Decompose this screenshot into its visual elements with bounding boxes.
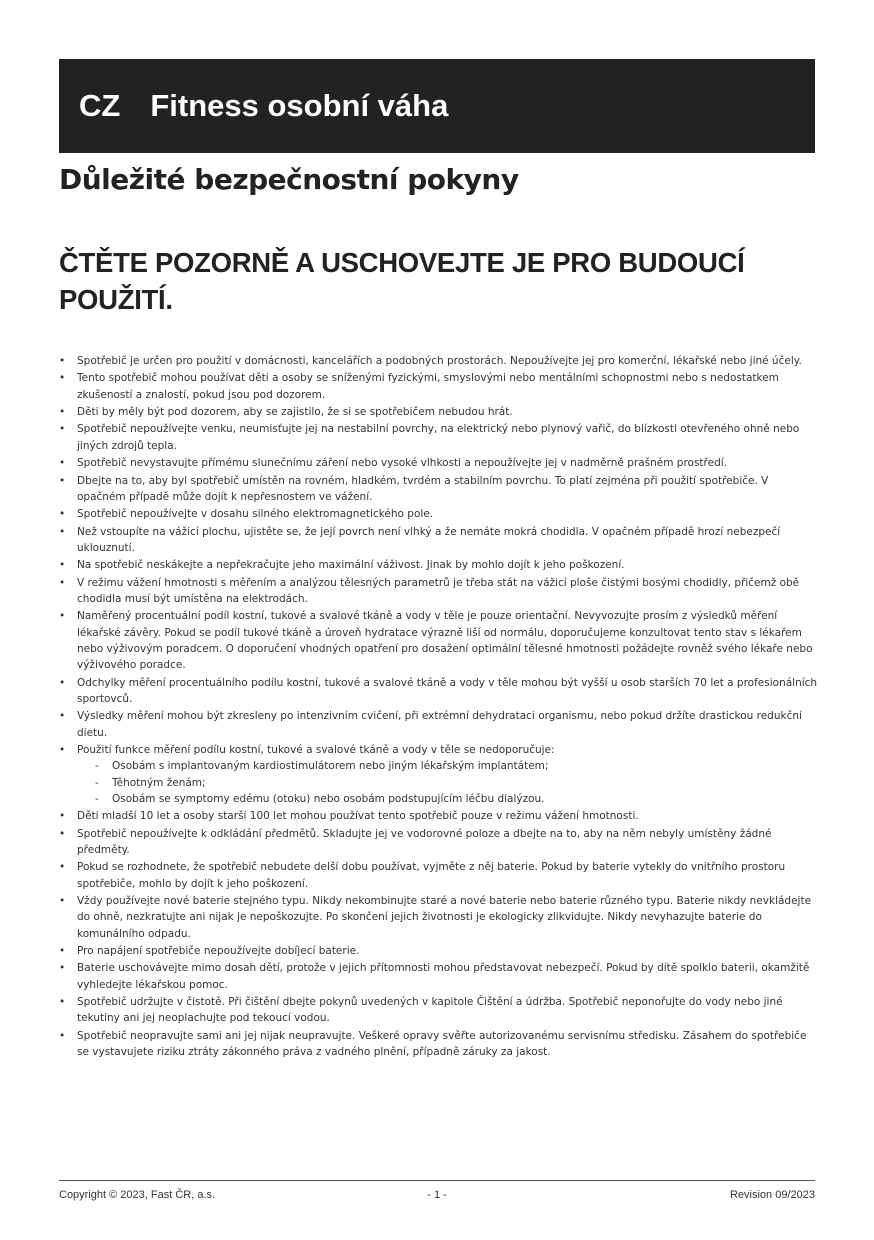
list-item: [59, 1028, 819, 1061]
footer-copyright: Copyright © 2023, Fast ČR, a.s.: [59, 1189, 216, 1201]
contraindications-sublist: [77, 758, 819, 807]
language-code: CZ: [79, 88, 121, 123]
list-item: [59, 524, 819, 557]
list-item: [59, 893, 819, 942]
bullet-icon: •: [59, 576, 66, 589]
list-item-text: Odchylky měření procentuálního podílu kostní, tukové a svalové tkáně a vody v těle mohou být vyšší u osob starších 70 let a profesionálních sportovců.: [77, 676, 818, 705]
list-item: [59, 608, 819, 673]
list-item: [59, 575, 819, 608]
bullet-icon: •: [59, 355, 66, 367]
list-item: [59, 506, 819, 522]
bullet-icon: •: [59, 508, 66, 521]
list-item: [59, 742, 819, 807]
bullet-icon: •: [59, 710, 66, 723]
list-item: [59, 826, 819, 859]
bullet-icon: •: [59, 457, 66, 470]
bullet-icon: •: [59, 406, 66, 419]
list-item: [59, 960, 819, 993]
list-item-text: Na spotřebič neskákejte a nepřekračujte jeho maximální váživost. Jinak by mohlo dojít k jeho poškození.: [77, 559, 625, 572]
list-item-text: Spotřebič nepoužívejte v dosahu silného elektromagnetického pole.: [77, 508, 434, 521]
dash-marker: -: [95, 776, 99, 789]
list-item-text: Pro napájení spotřebiče nepoužívejte dobíjecí baterie.: [77, 945, 360, 958]
bullet-icon: •: [59, 895, 66, 908]
list-item: [59, 473, 819, 506]
footer-page-number: - 1 -: [427, 1189, 447, 1201]
list-item: [59, 455, 819, 471]
bullet-icon: •: [59, 996, 66, 1009]
list-item-text: Spotřebič nepoužívejte venku, neumisťujte jej na nestabilní povrchy, na elektrický nebo plynový vařič, do blízkosti otevřeného ohně nebo jiných zdrojů tepla.: [77, 423, 800, 452]
bullet-icon: •: [59, 827, 66, 840]
sub-list-item: [77, 758, 819, 774]
list-item-text: Výsledky měření mohou být zkresleny po intenzivním cvičení, při extrémní dehydrataci organismu, nebo pokud držíte drastickou redukční dietu.: [77, 710, 802, 739]
list-item-text: Spotřebič je určen pro použití v domácnosti, kancelářích a podobných prostorách. Nepoužívejte jej pro komerční, lékařské nebo jiné účely.: [77, 355, 802, 367]
dash-marker: -: [95, 792, 99, 805]
bullet-icon: •: [59, 676, 66, 689]
sub-list-item-text: Těhotným ženám;: [112, 776, 206, 789]
list-item: [59, 557, 819, 573]
bullet-icon: •: [59, 372, 66, 385]
list-item-text: V režimu vážení hmotnosti s měřením a analýzou tělesných parametrů je třeba stát na vážicí ploše čistými bosými chodidly, přičemž obě chodidla musí být umístěna na elektrodách.: [77, 576, 800, 605]
bullet-icon: •: [59, 810, 66, 823]
bullet-icon: •: [59, 945, 66, 958]
list-item-text: Baterie uschovávejte mimo dosah dětí, protože v jejich přítomnosti mohou představovat nebezpečí. Pokud by dítě spolklo baterii, okamžitě vyhledejte lékařskou pomoc.: [77, 962, 810, 991]
list-item: [59, 421, 819, 454]
sub-list-item: [77, 775, 819, 791]
list-item: [59, 708, 819, 741]
list-item: [59, 994, 819, 1027]
bullet-icon: •: [59, 744, 66, 757]
list-item-text: Spotřebič neopravujte sami ani jej nijak neupravujte. Veškeré opravy svěřte autorizovanému servisnímu středisku. Zásahem do spotřebiče se vystavujete riziku ztráty zákonného práva z vadného plnění, případně záruky za jakost.: [77, 1029, 807, 1059]
list-item-text: Spotřebič nepoužívejte k odkládání předmětů. Skladujte jej ve vodorovné poloze a dbejte na to, aby na něm nebyly umístěny žádné předměty.: [77, 827, 772, 857]
bullet-icon: •: [59, 559, 66, 572]
list-item-text: Děti mladší 10 let a osoby starší 100 let mohou používat tento spotřebič pouze v režimu vážení hmotnosti.: [77, 810, 639, 823]
sub-list-item-text: Osobám se symptomy edému (otoku) nebo osobám podstupujícím léčbu dialýzou.: [112, 792, 545, 805]
footer-divider: [59, 1180, 815, 1181]
dash-marker: -: [95, 760, 99, 773]
list-item-text: Dbejte na to, aby byl spotřebič umístěn na rovném, hladkém, tvrdém a stabilním povrchu. To platí zejména při použití spotřebiče. V opačném případě může dojít k nepřesnostem ve vážení.: [77, 474, 769, 503]
list-item-text: Naměřený procentuální podíl kostní, tukové a svalové tkáně a vody v těle je pouze orientační. Nevyvozujte prosím z výsledků měření lékařské závěry. Pokud se podíl tukové tkáně a úroveň hydratace výrazně liší od normálu, doporučujeme konzultovat tento stav s lékařem nebo výživovým poradcem. O doporučení vhodných opatření pro dosažení optimální tělesné hmotnosti požádejte rovněž svého lékaře nebo výživového poradce.: [77, 610, 813, 672]
safety-instructions-list: [59, 353, 819, 1062]
list-item: [59, 859, 819, 892]
header-bar: [59, 59, 815, 153]
bullet-icon: •: [59, 423, 66, 436]
bullet-icon: •: [59, 962, 66, 975]
list-item-text: Použití funkce měření podílu kostní, tukové a svalové tkáně a vody v těle se nedoporučuje:: [77, 744, 555, 757]
bullet-icon: •: [59, 1029, 66, 1042]
read-carefully-warning: ČTĚTE POZORNĚ A USCHOVEJTE JE PRO BUDOUCÍ POUŽITÍ.: [59, 247, 745, 315]
list-item: [59, 353, 819, 369]
sub-list-item: [77, 791, 819, 807]
list-item: [59, 675, 819, 708]
sub-list-item-text: Osobám s implantovaným kardiostimulátorem nebo jiným lékařským implantátem;: [112, 760, 549, 773]
bullet-icon: •: [59, 474, 66, 487]
list-item-text: Spotřebič nevystavujte přímému slunečnímu záření nebo vysoké vlhkosti a nepoužívejte jej v nadměrně prašném prostředí.: [77, 457, 728, 470]
section-title: Důležité bezpečnostní pokyny: [59, 163, 519, 196]
list-item-text: Než vstoupíte na vážicí plochu, ujistěte se, že její povrch není vlhký a že nemáte mokrá chodidla. V opačném případě hrozí nebezpečí uklouznutí.: [77, 525, 781, 554]
list-item-text: Spotřebič udržujte v čistotě. Při čištění dbejte pokynů uvedených v kapitole Čištění a údržba. Spotřebič neponořujte do vody nebo jiné tekutiny ani jej neoplachujte pod tekoucí vodou.: [77, 996, 783, 1025]
list-item: [59, 943, 819, 959]
list-item: [59, 370, 819, 403]
bullet-icon: •: [59, 525, 66, 538]
list-item: [59, 404, 819, 420]
list-item-text: Děti by měly být pod dozorem, aby se zajistilo, že si se spotřebičem nebudou hrát.: [77, 406, 513, 419]
list-item-text: Vždy používejte nové baterie stejného typu. Nikdy nekombinujte staré a nové baterie nebo baterie různého typu. Baterie nikdy nevkládejte do ohně, nezkratujte ani nijak je nepoškozujte. Po skončení jejich životnosti je ekologicky zlikvidujte. Nikdy nevyhazujte baterie do komunálního odpadu.: [77, 895, 812, 940]
bullet-icon: •: [59, 610, 66, 623]
list-item-text: Pokud se rozhodnete, že spotřebič nebudete delší dobu používat, vyjměte z něj baterie. Pokud by baterie vytekly do vnitřního prostoru spotřebiče, mohlo by dojít k jeho poškození.: [77, 861, 786, 890]
document-title: Fitness osobní váha: [150, 88, 449, 123]
bullet-icon: •: [59, 861, 66, 874]
list-item-text: Tento spotřebič mohou používat děti a osoby se sníženými fyzickými, smyslovými nebo mentálními schopnostmi nebo s nedostatkem zkušeností a znalostí, pokud jsou pod dozorem.: [77, 372, 779, 401]
list-item: [59, 808, 819, 824]
footer-revision: Revision 09/2023: [729, 1189, 815, 1201]
